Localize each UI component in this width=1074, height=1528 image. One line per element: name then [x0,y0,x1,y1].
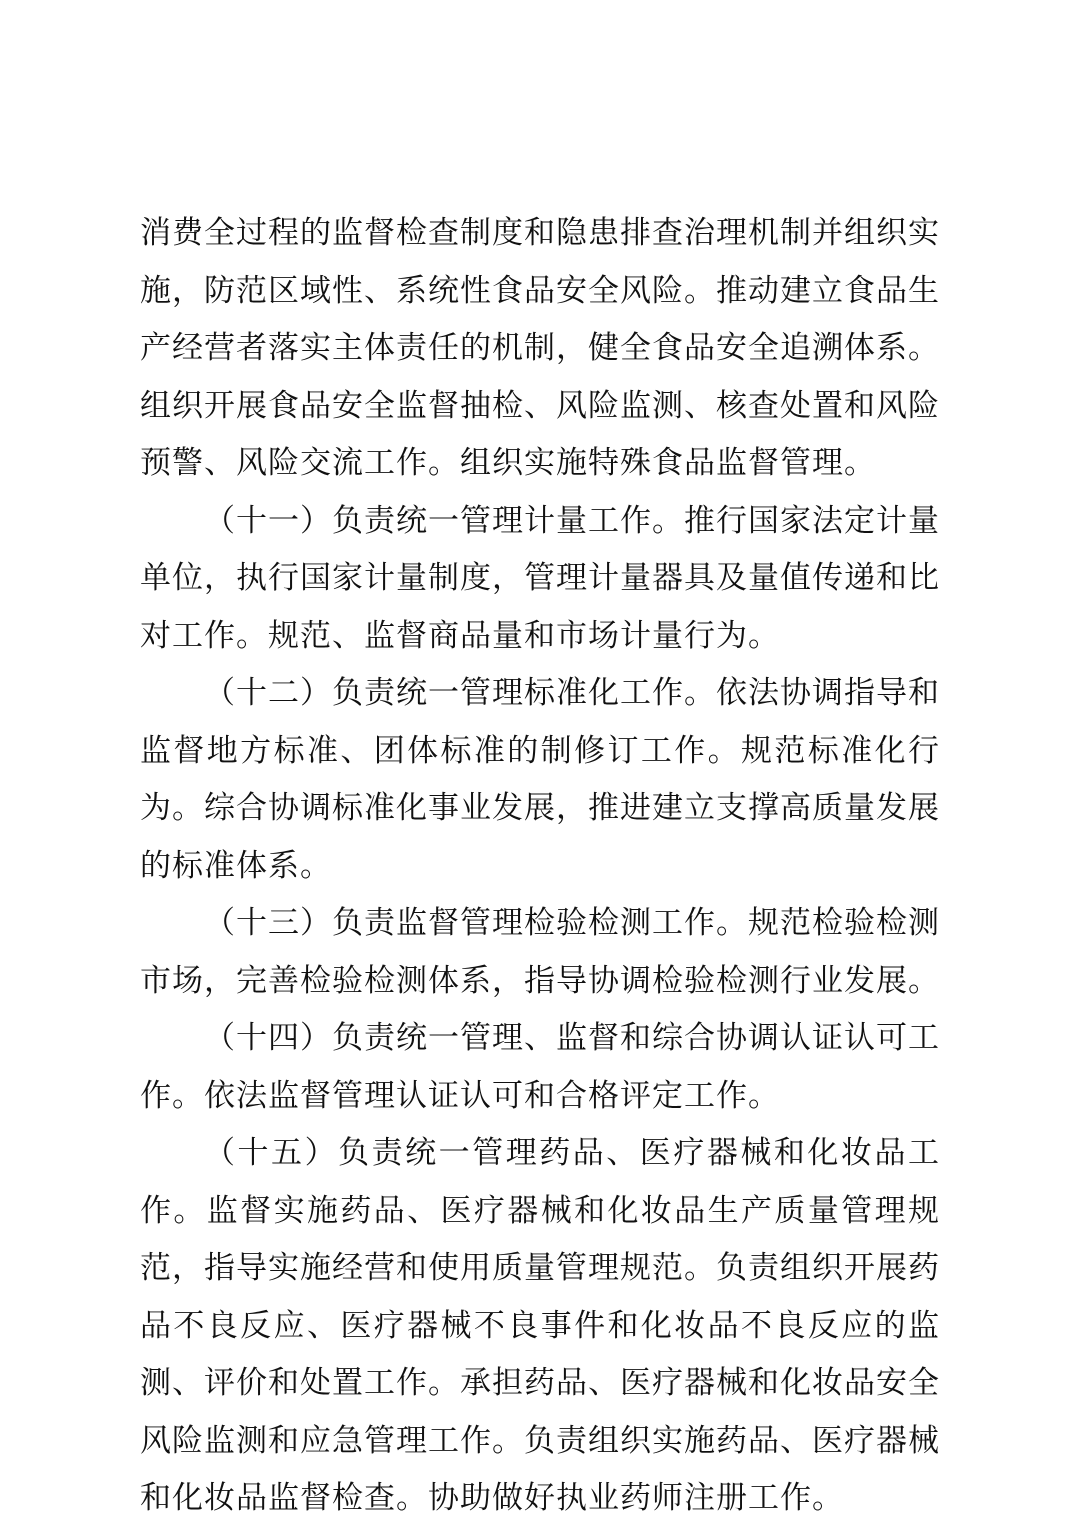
paragraph-item-12-standardization: （十二）负责统一管理标准化工作。依法协调指导和监督地方标准、团体标准的制修订工作。规范标准化行为。综合协调标准化事业发展，推进建立支撑高质量发展的标准体系。 [140,675,940,884]
paragraph-item-15-drugs-devices-cosmetics: （十五）负责统一管理药品、医疗器械和化妆品工作。监督实施药品、医疗器械和化妆品生产质量管理规范，指导实施经营和使用质量管理规范。负责组织开展药品不良反应、医疗器械不良事件和化妆品不良反应的监测、评价和处置工作。承担药品、医疗器械和化妆品安全风险监测和应急管理工作。负责组织实施药品、医疗器械和化妆品监督检查。协助做好执业药师注册工作。 [140,1135,940,1516]
paragraph-food-safety-continued: 消费全过程的监督检查制度和隐患排查治理机制并组织实施，防范区域性、系统性食品安全风险。推动建立食品生产经营者落实主体责任的机制，健全食品安全追溯体系。组织开展食品安全监督抽检、风险监测、核查处置和风险预警、风险交流工作。组织实施特殊食品监督管理。 [140,215,940,481]
paragraph-item-11-metrology: （十一）负责统一管理计量工作。推行国家法定计量单位，执行国家计量制度，管理计量器具及量值传递和比对工作。规范、监督商品量和市场计量行为。 [140,502,940,654]
document-body [140,205,940,1528]
paragraph-item-14-certification: （十四）负责统一管理、监督和综合协调认证认可工作。依法监督管理认证认可和合格评定工作。 [140,1020,940,1114]
paragraph-item-13-inspection-testing: （十三）负责监督管理检验检测工作。规范检验检测市场，完善检验检测体系，指导协调检验检测行业发展。 [140,905,940,999]
